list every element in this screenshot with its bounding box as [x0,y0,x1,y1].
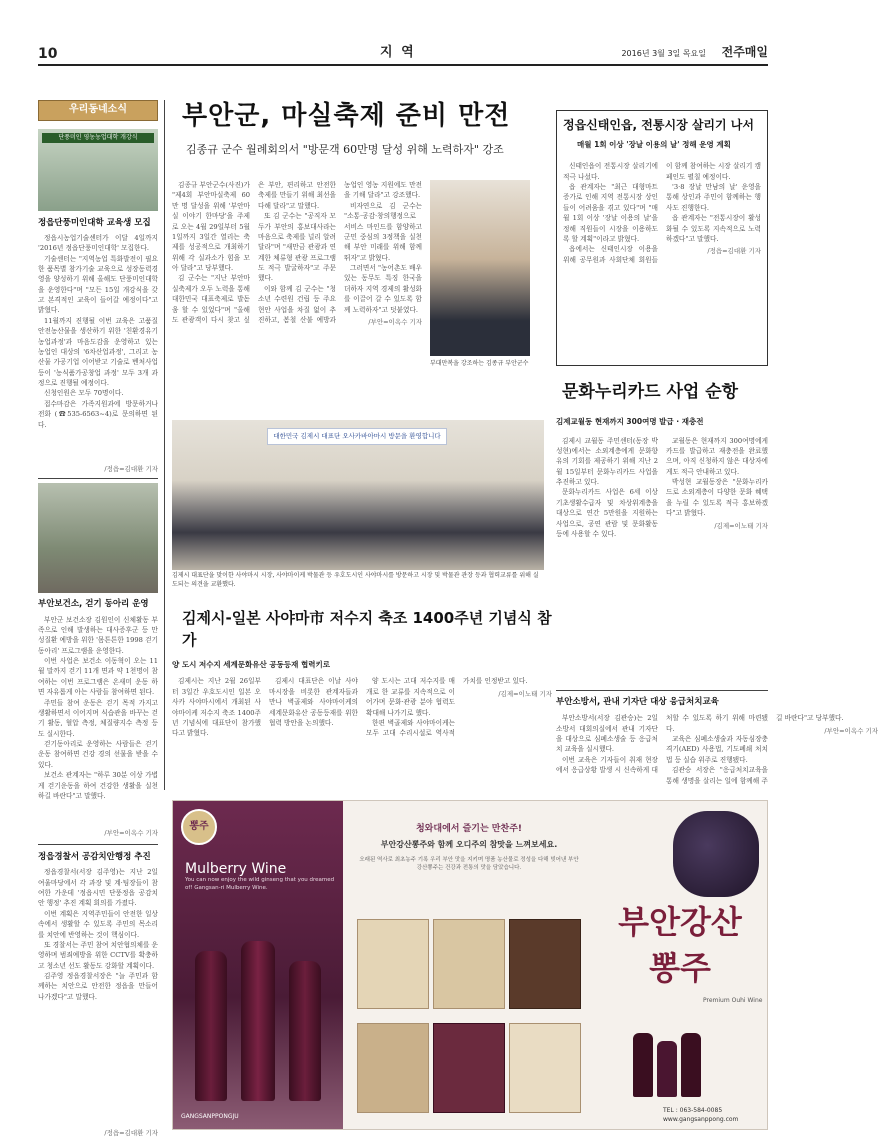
paragraph: 11월까지 진행될 이번 교육은 고품질 안전농산물을 생산하기 위한 '친환경유기농업과정'과 마음도감을 운영하고 있는 농업인 대상의 '6차산업과정', 그리고 농산물 가공기업 이어받고 기술로 벤처사업 등이 '농식품가공창업 과정' 모두 3개 과정으로 진행될 예정이다. [38,316,158,388]
ad-center [349,807,589,1127]
gift-box [509,919,581,1009]
ad-body: 오래된 역사로 최초농주 기록 우리 부안 맛을 지키며 명품 농산물로 정성을 다해 빚어낸 부안강산뽕주는 건강과 전통의 맛을 담았습니다. [359,856,579,871]
article-body [556,436,768,668]
market-article [556,110,768,366]
section-logo: 우리동네소식 [38,100,158,121]
big-brand-title: 부안강산 뽕주 [618,903,742,988]
article-body [38,867,158,1127]
byline: /정읍=김대환 기자 [104,464,158,473]
gift-box [433,919,505,1009]
main-subhead: 김종규 군수 월례회의서 "방문객 60만명 달성 위해 노력하자" 강조 [186,142,504,156]
headline: 부안소방서, 관내 기자단 대상 응급처치교육 [556,697,719,707]
wine-bottle [195,951,227,1101]
gift-box [357,919,429,1009]
paragraph: 보건소 관계자는 "하루 30분 이상 가볍게 걷기운동을 하여 건강한 생활을 실천하길 바란다"고 말했다. [38,771,158,800]
bottle-row [633,1027,753,1097]
fire-station-article [556,690,878,790]
section-title: 지 역 [380,45,416,60]
article-body [172,180,422,385]
paragraph: 교육은 심폐소생술과 자동심장충격기(AED) 사용법, 기도폐쇄 처치법 등 실습 위주로 진행됐다. [666,735,768,764]
paragraph: 접수마감은 가족지원과에 방문하거나 전화 (☎535-6563~4)로 문의하면 된다. [38,399,158,429]
paragraph: 한편 벽골제와 사야마이케는 모두 고대 수리시설로 역사적 가치를 인정받고 있다. [366,677,528,738]
gift-box [433,1023,505,1113]
wine-bottle [681,1033,701,1097]
wine-name: Mulberry Wine [185,861,287,877]
paragraph: 신청인원은 모두 70명이다. [44,389,124,398]
gift-set-row [357,1023,581,1113]
byline: /부안=이옥수 기자 [104,828,158,837]
article-body [556,713,878,789]
paragraph: 이번 계획은 지역주민들이 안전한 일상 속에서 생활할 수 있도록 주민의 목소리를 치안에 반영하는 것이 핵심이다. [38,909,158,939]
ad-left-panel [173,801,343,1129]
paragraph: 정읍시농업기술센터가 이달 4일까지 '2016년 정읍단풍미인대학' 모집한다. [38,233,158,253]
ad-top-line: 청와대에서 즐기는 만찬주! [415,824,522,834]
company-name: GANGSANPPONGJU [181,1113,239,1120]
wine-bottle [657,1041,677,1097]
headline: 문화누리카드 사업 순항 [562,382,739,402]
paragraph: 또 김 군수는 "공직자 모두가 부안의 홍보대사라는 마음으로 축제를 널리 알려달라"며 "새만금 관광과 연계한 체류형 관광 프로그램도 적극 발굴하자"고 주문했다. [258,212,336,283]
gift-box [509,1023,581,1113]
photo-caption: 부대만복을 강조하는 김종규 부안군수 [430,360,529,367]
welcome-banner: 대한민국 김제시 대표단 오사카바아마시 방문을 환영합니다 [267,428,447,445]
byline: /정읍=김대환 기자 [707,247,761,256]
headline: 김제시-일본 사야마市 저수지 축조 1400주년 기념식 참가 [182,609,552,649]
headline: 정읍신태인읍, 전통시장 살리기 나서 [563,118,754,132]
byline: /김제=이노태 기자 [714,521,768,530]
paragraph: 읍 관계자는 "최근 대형마트 증가로 인해 지역 전통시장 상인들이 어려움을 겪고 있다"며 "매월 1회 이상 '장날 이용의 날'을 정해 직원들이 시장을 이용하도록 할 계획"이라고 밝혔다. [563,183,658,243]
paragraph: 김제시는 지난 2월 26일부터 3일간 우호도시인 일본 오사카 사야마시에서 개최된 사야마이케 저수지 축조 1400주년 기념식에 대표단이 참가했다고 밝혔다. [172,677,261,738]
paragraph: 박성현 교월동장은 "문화누리카드로 소외계층이 다양한 문화 혜택을 누릴 수 있도록 적극 홍보하겠다"고 밝혔다. [666,478,768,518]
photo-banner: 단풍미인 영농농업대학 개강식 [42,133,154,144]
headline: 부안보건소, 걷기 동아리 운영 [38,599,149,610]
byline: /정읍=김대환 기자 [104,1129,158,1138]
seal-text: 뽕주 [189,821,209,832]
ad-headline: 부안강산뽕주와 함께 오디주의 참맛을 느껴보세요. [380,840,558,850]
gimje-article [172,608,552,778]
paragraph: 정읍경찰서(서장 김주영)는 지난 2일 여울마당에서 각 과장 및 계·팀장들이 참여한 가운데 '정읍시민 단풍정읍 공감치안 행정' 추진 계획 회의를 가졌다. [38,868,158,908]
ad-right [593,807,765,1127]
left-column [38,100,158,1138]
subhead: 양 도시 저수지 세계문화유산 공동등재 협력키로 [172,659,330,669]
paragraph: 김제시 대표단은 이날 사야마시장을 비롯한 관계자들과 만나 벽골제와 사야마이케의 세계문화유산 공동등재를 위한 협력 방안을 논의했다. [269,677,358,727]
subhead: 매월 1회 이상 '장날 이용의 날' 정해 운영 계획 [577,140,731,150]
byline: /부안=이옥수 기자 [824,726,878,735]
issue-date: 2016년 3월 3일 목요일 [621,49,706,58]
governor-portrait [430,180,530,356]
mulberry-fruit [673,811,759,897]
page-number: 10 [38,46,58,62]
paragraph: 이번 사업은 보건소 이동혁이 오는 11월 말까지 걷기 11개 면과 약 1천명이 참여하는 이번 프로그램은 온새미 운동 하면 자유롭게 아는 사람들 참여하면 된다. [38,657,158,697]
wine-advertisement [172,800,768,1130]
main-headline: 부안군, 마실축제 준비 만전 [182,101,511,131]
byline: /김제=이노태 기자 [498,689,552,698]
class-opening-photo [38,129,158,211]
gift-box [357,1023,429,1113]
paragraph: 김 군수는 "지난 부안마실축제가 오두 노력을 통해 대한민국 대표축제로 발돋움 할 수 있었다"며 "올해도 관광객이 다시 찾고 싶은 부안, 편리하고 안전한 축제를 만들기 위해 최선을 다해 달라"고 말했다. [172,181,336,324]
page-header [38,40,768,66]
main-article [172,98,548,388]
wine-bottle [633,1033,653,1097]
paragraph: 읍 관계자는 "전통시장이 활성화될 수 있도록 지속적으로 노력하겠다"고 말했다. [666,214,761,243]
premium-label: Premium Ouhi Wine [703,997,763,1004]
wine-bottle [241,941,275,1101]
paragraph: '3·8 장날 만남의 날' 운영을 통해 상인과 주민이 함께하는 행사도 진행한다. [666,183,761,212]
paragraph: 주민들 참여 운동은 걷기 목적 가지고 생활하면서 이어지며 식습관을 바꾸는 걷기 활동, 혈압 측정, 체질량지수 측정 등도 실시한다. [38,698,158,738]
paragraph: 교월동은 현재까지 300여명에게 카드를 발급하고 재충전을 완료했으며, 아직 신청하지 않은 대상자에게도 적극 안내하고 있다. [666,436,768,476]
paragraph: 기술센터는 "지역농업 특화발전이 필요한 품목별 참가기술 교육으로 성장동력경영을 양성하기 위해 올해도 단풍미인대학을 운영한다"며 "모든 15일 개강식을 갖고 본격적인 교육이 들어갈 예정이다"고 밝혔다. [38,254,158,315]
gift-set-row [357,919,581,1009]
paragraph: 김관승 서장은 "응급처치교육을 통해 생명을 살리는 일에 함께해 주길 바란다"고 당부했다. [666,714,844,785]
paragraph: 또 경찰서는 주민 참여 치안협의체를 운영하며 범죄예방을 위한 CCTV를 확충하고 청소년 선도 활동도 강화할 계획이다. [38,940,158,970]
paragraph: 이번 교육은 기자들이 취재 현장에서 응급상황 발생 시 신속하게 대처할 수 있도록 하기 위해 마련됐다. [556,714,768,775]
newspaper-name: 전주매일 [721,45,768,59]
article-body [38,233,158,463]
paragraph: 부안소방서(서장 김관승)는 2일 소방서 대회의실에서 관내 기자단을 대상으로 심폐소생술 등 응급처치 교육을 실시했다. [556,714,658,754]
byline: /부안=이옥수 기자 [368,317,422,326]
paragraph: 걷기동아리로 운영하는 사람들은 걷기 운동 참여하면 건강 경의 선물을 받을 수 있다. [38,740,158,769]
paragraph: 김주영 정읍경찰서장은 "늘 주민과 함께하는 치안으로 안전한 정읍을 만들어 나가겠다"고 말했다. [38,972,158,1001]
paragraph: 신태인읍이 전통시장 살리기에 적극 나섰다. [563,162,658,181]
paragraph: 그러면서 "농어촌도 배우 있는 동무도 특징 한국을 더하자 지역 경제의 활성화를 이끌어 갈 수 있도록 함께 노력하자"고 덧붙였다. [344,264,422,314]
article-body [172,676,552,806]
article-body [38,615,158,827]
headline: 정읍경찰서 공감치안행정 추진 [38,851,151,862]
delegation-group-photo [172,420,544,570]
walking-club-photo [38,483,158,593]
phone-number: TEL : 063-584-0085 [663,1107,723,1114]
photo-caption: 김제시 대표단을 맞이한 사야마시 시장, 사야마이케 박물관 등 우호도시인 사야마시를 방문하고 시장 및 박물관 관장 등과 협력교류를 위해 실도되는 의견을 교환했다. [172,572,539,588]
paragraph: 부안군 보건소장 김원인이 신체활동 부족으로 인해 발생하는 대사증후군 등 만성질환 예방을 위한 '몸튼튼한 1998 걷기동아리' 프로그램을 운영한다. [38,615,158,655]
paragraph: 김제시 교월동 주민센터(동장 박성현)에서는 소외계층에게 문화향유의 기회를 제공하기 위해 지난 2월 15일부터 문화누리카드 사업을 추진하고 있다. [556,436,658,487]
wine-desc: You can now enjoy the wild ginseng that you dreamed of! Gangsan-ri Mulberry Wine. [185,877,335,891]
paragraph: 김종규 부안군수(사진)가 "제4회 부안마실축제 60만 명 달성을 위해 '부안마실 이야기 한마당'을 주제로 오는 4월 29일부터 5월 1일까지 3일간 열리는 축제를 성공적으로 개최하기 위해 각 실과소가 힘을 모아 달라"고 당부했다. [172,181,250,272]
wine-bottle [289,961,321,1101]
headline: 정읍단풍미인대학 교육생 모집 [38,217,151,228]
paragraph: 양 도시는 고대 저수지를 매개로 한 교류를 지속적으로 이어가며 문화·관광 분야 협력도 확대해 나가기로 했다. [366,677,455,717]
paragraph: 읍에서는 신태인시장 이용을 위해 공무원과 사회단체 회원들이 함께 참여하는 시장 살리기 캠페인도 펼칠 예정이다. [563,162,761,264]
culture-article [556,380,768,680]
website: www.gangsanppong.com [663,1116,739,1123]
brand-seal [181,809,217,845]
article-body [563,161,761,346]
paragraph: 이와 함께 김 군수는 "청소년 수련원 건립 등 주요 현안 사업을 차질 없이 추진하고, 봄철 산불 예방과 농업인 영농 지원에도 만전을 기해 달라"고 강조했다. [258,181,422,324]
paragraph: 문화누리카드 사업은 6세 이상 기초생활수급자 및 차상위계층을 대상으로 연간 5만원을 지원하는 사업으로, 공연 관람 및 문화활동 등에 사용할 수 있다. [556,488,658,538]
paragraph: 비자연으로 김 군수는 "소통·공감·창의행정으로 서비스 마인드를 함양하고 군민 중심의 3정책을 실천해 부안 미래를 위해 함께 뛰자"고 밝혔다. [344,201,422,262]
subhead: 김제교월동 현재까지 300여명 발급 · 재충전 [556,416,704,426]
